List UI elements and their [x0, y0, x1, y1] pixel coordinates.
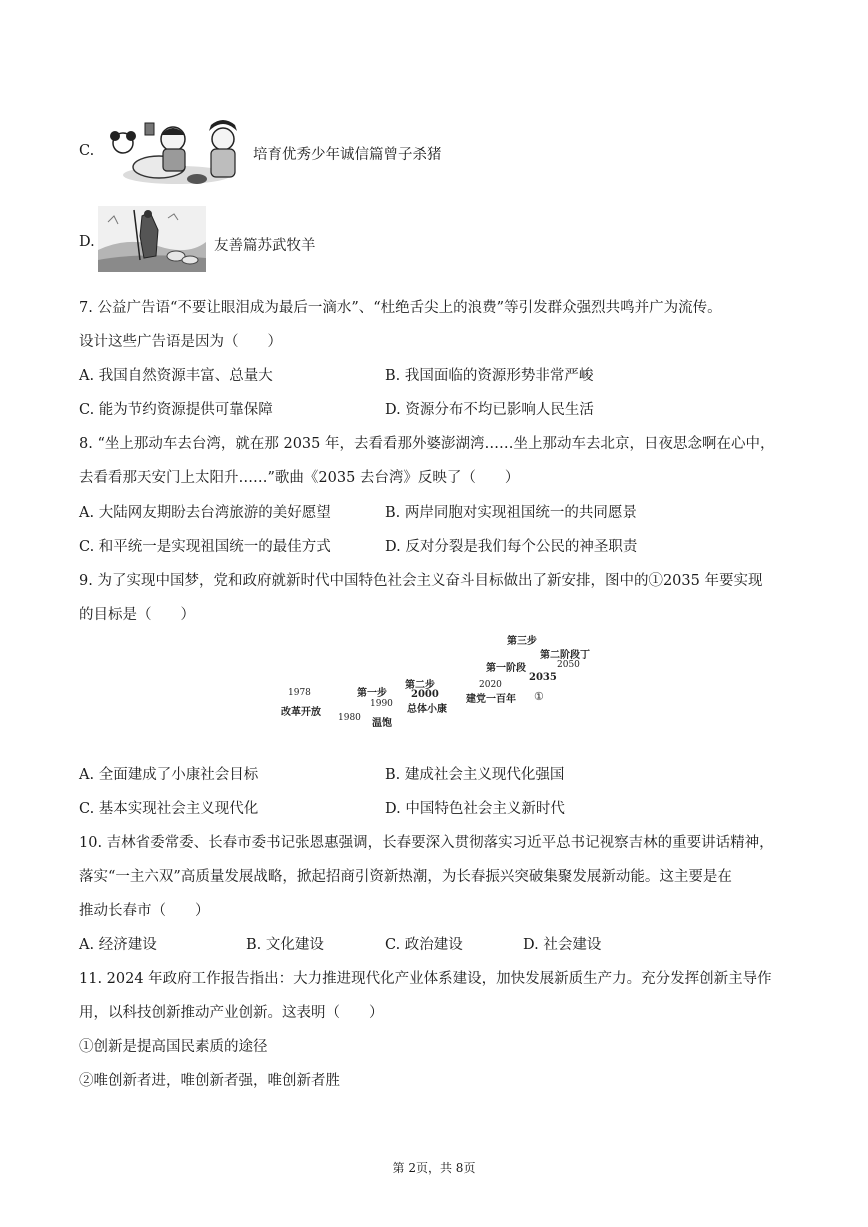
- q7-option-a: A. 我国自然资源丰富、总量大: [79, 368, 273, 384]
- q7-option-c: C. 能为节约资源提供可靠保障: [79, 402, 273, 418]
- timeline-step2: 第二步: [405, 680, 435, 691]
- q8-option-c: C. 和平统一是实现祖国统一的最佳方式: [79, 539, 331, 555]
- q8-stem-line1: 8. “坐上那动车去台湾，就在那 2035 年，去看看那外婆澎湖湾……坐上那动车去北京，日夜思念啊在心中，: [79, 436, 775, 452]
- timeline-wenbao: 温饱: [372, 718, 392, 729]
- timeline-year-2050: 2050: [557, 660, 580, 670]
- q10-stem-line2: 落实“一主六双”高质量发展战略，掀起招商引资新热潮，为长春振兴突破集聚发展新动能。这主要是在: [79, 869, 732, 885]
- q9-stem-line2: 的目标是（ ）: [79, 607, 195, 623]
- q9-stem-line1: 9. 为了实现中国梦，党和政府就新时代中国特色社会主义奋斗目标做出了新安排，图中的①2035 年要实现: [79, 573, 763, 589]
- q8-option-d: D. 反对分裂是我们每个公民的神圣职责: [385, 539, 638, 555]
- q10-option-d: D. 社会建设: [523, 937, 602, 953]
- timeline-xiaokang: 总体小康: [407, 704, 447, 715]
- q10-option-a: A. 经济建设: [79, 937, 157, 953]
- timeline-year-1978: 1978: [288, 688, 311, 698]
- q8-option-a: A. 大陆网友期盼去台湾旅游的美好愿望: [79, 505, 331, 521]
- suwu-herding-sheep-illustration: [98, 206, 206, 272]
- timeline-stage2: 第二阶段丁: [540, 650, 590, 661]
- timeline-year-2020: 2020: [479, 680, 502, 690]
- q11-item-1: ①创新是提高国民素质的途径: [79, 1039, 268, 1055]
- q10-option-b: B. 文化建设: [246, 937, 324, 953]
- timeline-step1: 第一步: [357, 688, 387, 699]
- timeline-circle-1: ①: [534, 690, 544, 703]
- q10-stem-line3: 推动长春市（ ）: [79, 903, 210, 919]
- timeline-year-2000: 2000: [411, 689, 439, 700]
- q9-option-d: D. 中国特色社会主义新时代: [385, 801, 565, 817]
- q7-stem-line1: 7. 公益广告语“不要让眼泪成为最后一滴水”、“杜绝舌尖上的浪费”等引发群众强烈共鸣并广为流传。: [79, 300, 722, 316]
- page-footer: 第 2页，共 8页: [392, 1161, 476, 1175]
- q11-stem-line2: 用，以科技创新推动产业创新。这表明（ ）: [79, 1005, 384, 1021]
- q8-stem-line2: 去看看那天安门上太阳升……”歌曲《2035 去台湾》反映了（ ）: [79, 470, 520, 486]
- timeline-year-1990: 1990: [370, 699, 393, 709]
- option-c-text: 培育优秀少年诚信篇曾子杀猪: [253, 147, 442, 163]
- timeline-centenary: 建党一百年: [466, 694, 516, 705]
- q10-stem-line1: 10. 吉林省委常委、长春市委书记张恩惠强调，长春要深入贯彻落实习近平总书记视察吉林的重要讲话精神，: [79, 835, 774, 851]
- q8-option-b: B. 两岸同胞对实现祖国统一的共同愿景: [385, 505, 637, 521]
- option-d-text: 友善篇苏武牧羊: [214, 238, 316, 254]
- q9-option-b: B. 建成社会主义现代化强国: [385, 767, 565, 783]
- timeline-year-1980: 1980: [338, 713, 361, 723]
- option-d-letter: D.: [79, 234, 95, 250]
- q7-stem-line2: 设计这些广告语是因为（ ）: [79, 334, 282, 350]
- q7-option-d: D. 资源分布不均已影响人民生活: [385, 402, 594, 418]
- zengzi-kills-pig-illustration: [101, 117, 253, 189]
- q9-option-c: C. 基本实现社会主义现代化: [79, 801, 259, 817]
- q11-item-2: ②唯创新者进，唯创新者强，唯创新者胜: [79, 1073, 340, 1089]
- q7-option-b: B. 我国面临的资源形势非常严峻: [385, 368, 594, 384]
- q9-option-a: A. 全面建成了小康社会目标: [79, 767, 259, 783]
- timeline-year-2035: 2035: [529, 672, 557, 683]
- timeline-reform: 改革开放: [281, 707, 321, 718]
- q10-option-c: C. 政治建设: [385, 937, 463, 953]
- timeline-step3: 第三步: [507, 636, 537, 647]
- option-c-letter: C.: [79, 143, 95, 159]
- timeline-stage1: 第一阶段: [486, 663, 526, 674]
- q11-stem-line1: 11. 2024 年政府工作报告指出：大力推进现代化产业体系建设，加快发展新质生产力。充分发挥创新主导作: [79, 971, 772, 987]
